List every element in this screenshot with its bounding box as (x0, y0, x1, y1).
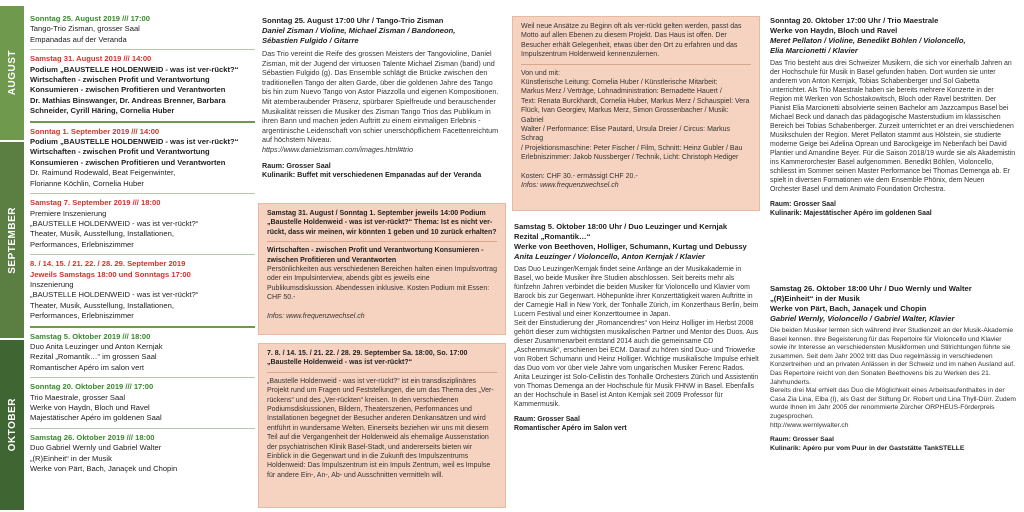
box-line: Walter / Performance: Elise Pautard, Ursula Dreier / Circus: Markus Schrag (521, 126, 731, 143)
entry-line: Wirtschaften - zwischen Profit und Verantwortung (30, 147, 210, 157)
entry-line: Tango-Trio Zisman, grosser Saal (30, 24, 140, 34)
box-body: Weil neue Ansätze zu Beginn oft als ver-rückt gelten werden, passt das Motto auf allen Ebenen zu diesem Projekt. Das Haus ist offen. Der Besucher erhält Gelegenheit, etwas über den Ort zu erfahren und das Impulszentrum Holdenweid kennenzulernen. (521, 23, 742, 59)
divider (30, 377, 255, 378)
divider (30, 428, 255, 429)
box-line: Flück, Ivan Georgiev, Markus Merz, Simon Grossenbacher / Musik: Gabriel (521, 107, 729, 124)
month-label-oktober: OKTOBER (6, 398, 18, 452)
article-body: Seit der Einstudierung der „Romancendres“ von Heinz Holliger im Herbst 2008 gehört dieser zum wichtigsten musikalischen Partner und Mentor des Duos. Aus dieser Zusammenarbeit entstand 2014 auch die gemeinsame CD „Aschenmusik“, erschienen bei ECM. Darauf zu hören sind Duo- und Triowerke von Robert Schumann und Heinz Holliger. Wichtige musikalische Impulse erhielt das Duo vom vor über viele Jahre vom ungarischen Musiker Ferenc Rados. (514, 320, 759, 372)
entry-line: Werke von Pärt, Bach, Janaçek und Chopin (30, 464, 178, 474)
entry-line: Empanadas auf der Veranda (30, 34, 127, 44)
box-info-link[interactable]: Infos: www.frequenzwechsel.ch (521, 182, 619, 190)
article-performers: Sébastien Fulgido / Gitarre (262, 36, 359, 45)
entry-heading: Samstag 5. Oktober 2019 /// 18:00 (30, 331, 151, 341)
divider (30, 193, 255, 194)
entry-line: Premiere Inszenierung (30, 208, 107, 218)
box-line: Markus Merz / Verträge, Lohnadministration: Bernadette Hauert / (521, 88, 722, 96)
entry-line: Romantischer Apéro im salon vert (30, 362, 144, 372)
entry-line: „BAUSTELLE HOLDENWEID - was ist ver-rückt?“ (30, 218, 199, 228)
month-bar-oktober (0, 340, 24, 510)
entry-line: Performances, Erlebniszimmer (30, 311, 134, 321)
box-line: Von und mit: (521, 69, 560, 77)
entry-heading: Samstag 7. September 2019 /// 18:00 (30, 198, 161, 208)
entry-line: Theater, Musik, Ausstellung, Installationen, (30, 300, 174, 310)
article-title: Sonntag 20. Oktober 17:00 Uhr / Trio Maestrale (770, 16, 939, 25)
divider (30, 49, 255, 50)
entry-heading: Sonntag 20. Oktober 2019 /// 17:00 (30, 382, 154, 392)
info-box-baustelle (258, 343, 506, 508)
month-label-september: SEPTEMBER (6, 206, 18, 274)
info-box-credits (512, 16, 760, 211)
article-culinary: Kulinarik: Apéro pur vom Puur in der Gaststätte TankSTELLE (770, 444, 965, 452)
article-title: „(R)Einheit“ in der Musik (770, 294, 860, 303)
entry-line: Rezital „Romantik…“ im grossen Saal (30, 352, 157, 362)
article-room: Raum: Grosser Saal (514, 416, 580, 423)
article-body: Bereits drei Mal erhielt das Duo die Möglichkeit eines Arbeitsaufenthaltes in der Casa Zia Lina, Elba (I), als Gast der Stiftung Dr. Robert und Lina Thyll-Dürr. Zudem wurde Ihnen im Jahr 2005 der renommierte Zürcher ORPHEUS-Förderpreis zugesprochen. (770, 387, 1016, 420)
article-title: Rezital „Romantik…“ (514, 232, 591, 241)
article-title: Sonntag 25. August 17:00 Uhr / Tango-Trio Zisman (262, 16, 444, 25)
entry-heading: 8. / 14. 15. / 21. 22. / 28. 29. September 2019 (30, 259, 186, 269)
entry-line: Podium „BAUSTELLE HOLDENWEID - was ist ver-rückt?“ (30, 64, 239, 74)
month-bar-september (0, 142, 24, 338)
article-performers: Daniel Zisman / Violine, Michael Zisman / Bandoneon, (262, 26, 456, 35)
entry-line: Trio Maestrale, grosser Saal (30, 392, 126, 402)
entry-line: Werke von Haydn, Bloch und Ravel (30, 403, 150, 412)
box-body: Persönlichkeiten aus verschiedenen Bereichen halten einen Impulsvortrag oder ein Impulsinterview, abends gibt es jeweils eine Publikumsdiskussion. Abendessen inklusive. Kosten Podium mit Essen: CHF 50.- (267, 266, 497, 302)
calendar-entry (30, 127, 255, 189)
calendar-entry (30, 332, 255, 374)
entry-line: Dr. Raimund Rodewald, Beat Feigenwinter, (30, 168, 176, 178)
calendar-entry (30, 198, 255, 250)
article-title: Samstag 5. Oktober 18:00 Uhr / Duo Leuzinger und Kernjak (514, 222, 728, 231)
entry-heading: Samstag 26. Oktober 2019 /// 18:00 (30, 432, 155, 442)
article-room: Raum: Grosser Saal (770, 436, 834, 444)
article-culinary: Kulinarik: Majestätischer Apéro im goldenen Saal (770, 210, 932, 217)
article-duo-wernly (770, 284, 1016, 453)
box-line: / Projektionsmaschine: Peter Fischer / Film, Schnitt: Heinz Gubler / Bau (521, 144, 743, 152)
entry-line: „(R)Einheit“ in der Musik (30, 453, 112, 463)
box-title: 7. 8. / 14. 15. / 21. 22. / 28. 29. September Sa. 18:00, So. 17:00 „Baustelle Holdenweid - was ist ver-rückt?“ (267, 350, 468, 367)
divider (30, 326, 255, 328)
entry-line: Duo Anita Leuzinger und Anton Kernjak (30, 341, 163, 351)
article-room: Raum: Grosser Saal (770, 201, 836, 208)
info-box-podium (258, 203, 506, 335)
month-label-august: AUGUST (6, 50, 18, 96)
article-performers: Gabriel Wernly, Violoncello / Gabriel Walter, Klavier (770, 314, 955, 323)
article-room: Raum: Grosser Saal (262, 160, 331, 170)
calendar-entry (30, 382, 255, 424)
box-cost: Kosten: CHF 30.- ermässigt CHF 20.- (521, 172, 638, 180)
calendar-entry (30, 433, 255, 475)
article-link[interactable]: https://www.danielzisman.com/images.html#trio (262, 144, 413, 154)
entry-heading: Samstag 31. August 2019 /// 14:00 (30, 54, 152, 64)
article-performers: Meret Pellaton / Violine, Benedikt Böhlen / Violoncello, (770, 36, 966, 45)
article-body: Das Trio besteht aus drei Schweizer Musikern, die sich vor einerhalb Jahren an der Hochschule für Musik in Basel gefunden haben. Dort wurden sie unter anderem von Anton Kernjak, Tobias Schabenberger und Sol Gabetta unterrichtet. Als Trio Maestrale haben sie bereits mehrere Konzerte in der Region mit Werken von Schostakowitsch, Bloch oder Ravel bestritten. Der Pianist Elia Marcionetti absolvierte seinen Bachelor am Jazzcampus Basel bei Michael Beck und danach das pädagogische Masterstudium im klassischen Bereich bei Tobias Schabenberger. Zurzeit unterrichtet er an drei verschiedenen Musikschulen der Region. Meret Pellaton stammt aus Hölstein, sie studierte moderne Geige bei Adelina Oprean und Barockgeige im Nebenfach bei David Plantier und Amandine Beyer. Für die Saison 2018/19 wurde sie als Akademistin ins Kammerorchester Basel aufgenommen. Benedikt Böhlen, Violoncello, schliesst im Sommer seinen Master Performance bei Thomas Demenga ab. Er spielt in diversen Formationen wie dem Ensemble Phönix, dem Neuen Orchester Basel und dem Animato Foundation Orchestra. (770, 60, 1016, 193)
entry-line: Dr. Mathias Binswanger, Dr. Andreas Brenner, Barbara (30, 95, 226, 105)
entry-line: Majestätischer Apéro im goldenen Saal (30, 413, 162, 423)
article-performers: Elia Marcionetti / Klavier (770, 46, 858, 55)
box-title: Samstag 31. August / Sonntag 1. September jeweils 14:00 Podium „Baustelle Holdenweid - was ist ver-rückt?“ Thema: Ist es nicht ver-rückt, dass wir meinen, wir könnten 1 geben und 10 zurück erhalten? (267, 210, 497, 236)
month-bar-august (0, 6, 24, 140)
article-body: Anita Leuzinger ist Solo-Cellistin des Tonhalle Orchesters Zürich und Assistentin von Thomas Demenga an der Hochschule für Musik FHNW in Basel. Ebenfalls an der Hochschule in Basel ist Anton Kernjak seit 2009 Professor für Kammermusik. (514, 374, 759, 408)
entry-heading: Sonntag 25. August 2019 /// 17:00 (30, 14, 150, 23)
entry-line: Wirtschaften - zwischen Profit und Verantwortung (30, 75, 210, 85)
article-body: Das Trio vereint die Reife des grossen Meisters der Tangovioline, Daniel Zisman, mit der Jugend der virtuosen Talente Michael Zisman (band) und Sébastien Fulgido (g). Das Ensemble schlägt die Brücke zwischen den traditionellen Tango der alten Garde, über die goldenen Jahre des Tango bis hin zum Nuevo Tango von Astor Piazzolla und eigenen Kompositionen. Mit atemberaubender Präsenz, spürbarer Spielfreude und berauschender Musikalität reissen die Musiker des Zisman Tango Trios das Publikum in ihren Bann und machen jeden Auftritt zu einem einmaligen Erlebnis - argentinische Leidenschaft von schier unerschöpflichem Facettenreichtum auf höchstem Niveau. (262, 49, 499, 145)
entry-line: Konsumieren - zwischen Profitieren und Verantworten (30, 85, 226, 95)
article-tango-trio (262, 16, 502, 180)
box-line: Erlebniszimmer: Jakob Nussberger / Technik, Licht: Christoph Hediger (521, 154, 739, 162)
article-duo-leuzinger (514, 222, 762, 433)
entry-line: Konsumieren - zwischen Profitieren und Verantworten (30, 157, 226, 167)
box-info-link[interactable]: Infos: www.frequenzwechsel.ch (267, 312, 365, 320)
box-line: Text: Renata Burckhardt, Cornelia Huber, Markus Merz / Schauspiel: Vera (521, 97, 750, 105)
entry-heading: Sonntag 1. September 2019 /// 14:00 (30, 126, 160, 136)
article-title: Werke von Haydn, Bloch und Ravel (770, 26, 898, 35)
article-trio-maestrale (770, 16, 1016, 218)
entry-line: Schneider, Cyrill Häring, Cornelia Huber (30, 106, 175, 116)
entry-line: Performances, Erlebniszimmer (30, 239, 134, 249)
article-culinary: Kulinarik: Buffet mit verschiedenen Empanadas auf der Veranda (262, 170, 482, 180)
article-body: Das Duo Leuzinger/Kernjak findet seine Anfänge an der Musikakademie in Basel, wo beide Musiker ihre Studien abschlossen. Seit bereits mehr als fünfzehn Jahren verbindet die beiden Musiker für Violoncello und Klavier vom Barock bis zur Gegenwart. Höhepunkte ihrer Konzerttätigkeit waren Auftritte in der Carnegie Hall in New York, der Tonhalle Zürich, im Konzerthaus Berlin, beim Lucern Festival und einer Konzerttournee in Japan. (514, 266, 759, 318)
box-subtitle: Wirtschaften - zwischen Profit und Verantwortung Konsumieren - zwischen Profitieren und Verantworten (267, 247, 484, 264)
article-title: Werke von Pärt, Bach, Janaçek und Chopin (770, 304, 927, 313)
article-link[interactable]: http://www.wernlywalter.ch (770, 421, 849, 429)
entry-line: „BAUSTELLE HOLDENWEID - was ist ver-rückt?“ (30, 290, 199, 300)
entry-line: Theater, Musik, Ausstellung, Installationen, (30, 229, 174, 239)
article-title: Samstag 26. Oktober 18:00 Uhr / Duo Wernly und Walter (770, 284, 972, 293)
entry-line: Inszenierung (30, 279, 74, 289)
calendar-column (30, 14, 255, 474)
entry-heading: Jeweils Samstags 18:00 und Sonntags 17:00 (30, 269, 191, 279)
entry-line: Podium „BAUSTELLE HOLDENWEID - was ist ver-rückt?“ (30, 137, 239, 147)
box-line: Künstlerische Leitung: Cornelia Huber / Künstlerische Mitarbeit: (521, 79, 718, 87)
divider (30, 121, 255, 123)
article-performers: Anita Leuzinger / Violoncello, Anton Kernjak / Klavier (514, 252, 706, 261)
article-title: Werke von Beethoven, Holliger, Schumann, Kurtag und Debussy (514, 242, 747, 251)
box-body: „Baustelle Holdenweid - was ist ver-rückt?“ ist ein transdisziplinäres Projekt rund um Fragen und Feststellungen, die um das Thema des „Ver-rückens“ und des „Ver-rückten“ kreisen. In den verschiedenen Podiumsdiskussionen, Bildern, Theaterszenen, Performances und Installationen begegnet der Besucher anderen Denkansätzen und wird entführt in wundersame Welten. Einerseits beziehen wir uns mit diesem Teil auf die Vergangenheit der Holdenweid als ehemalige Aussenstation der psychiatrischen Klinik Basel-Stadt, und andererseits bieten wir Einblick in die Gegenwart und in die Zukunft des Impulszentrums Holdenweid: Das Impulszentrum ist ein Impuls Zentrum, weil es Impulse für andere Ein-, An-, Ab- und Ausschnitten vermitteln will. (267, 377, 494, 479)
entry-line: Duo Gabriel Wernly und Gabriel Walter (30, 443, 162, 453)
calendar-entry (30, 259, 255, 321)
article-body: Die beiden Musiker lernten sich während ihrer Studienzeit an der Musik-Akademie Basel kennen. Ihre Begeisterung für das Repertoire für Violoncello und Klavier sowie ihr Interesse an verschiedensten Musikformen und Stilrichtungen führte sie zusammen. Seit dem Jahr 2002 tritt das Duo regelmässig in verschiedenen Konzertreihen und an privaten Anlässen in der Schweiz und im nahen Ausland auf. Das Repertoire reicht von den Sonaten Beethovens bis zu Werken des 21. Jahrhunderts. (770, 327, 1015, 386)
calendar-entry (30, 54, 255, 116)
article-culinary: Romantischer Apéro im Salon vert (514, 425, 627, 432)
calendar-entry (30, 14, 255, 45)
entry-line: Florianne Köchlin, Cornelia Huber (30, 178, 144, 188)
divider (30, 254, 255, 255)
